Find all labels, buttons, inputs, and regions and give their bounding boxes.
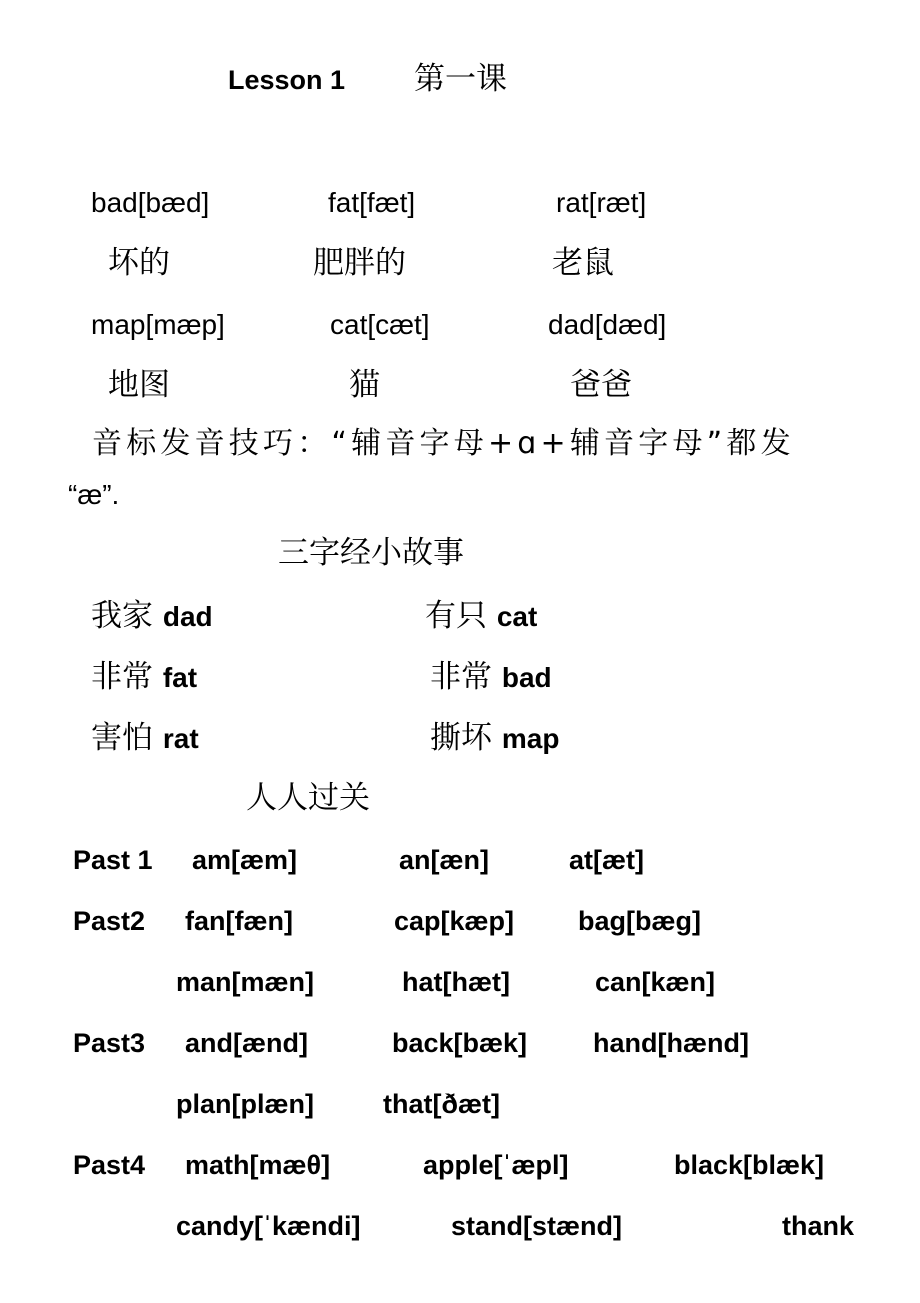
- vocab-word: map[mæp]: [91, 309, 225, 340]
- pass-word: man[mæn]: [176, 967, 315, 997]
- pass-word: hand[hænd]: [593, 1028, 749, 1058]
- vocab-meaning: 肥胖的: [313, 245, 406, 281]
- vocab-meaning: 爸爸: [570, 367, 632, 403]
- lesson-title: Lesson 1: [228, 65, 346, 95]
- vocab-meaning: 猫: [349, 367, 380, 403]
- pass-word: bag[bæg]: [578, 906, 701, 936]
- story-line: [425, 598, 538, 634]
- story-line-chinese: 害怕: [91, 720, 153, 756]
- pass-label: Past2: [73, 906, 146, 936]
- story-line-word: cat: [496, 601, 538, 632]
- pass-word: plan[plæn]: [176, 1089, 314, 1119]
- story-line-word: rat: [162, 723, 199, 754]
- pass-word: cap[kæp]: [394, 906, 515, 936]
- pass-label: Past4: [73, 1150, 146, 1180]
- story-line-chinese: 非常: [91, 659, 153, 695]
- pass-word: hat[hæt]: [402, 967, 510, 997]
- vocab-word: cat[cæt]: [330, 309, 430, 340]
- pass-word: thank: [782, 1211, 855, 1241]
- vocab-word: dad[dæd]: [548, 309, 667, 340]
- story-line: [91, 659, 198, 695]
- pronunciation-tip-continued: “æ”.: [68, 479, 120, 510]
- story-line-chinese: 撕坏: [430, 720, 492, 756]
- pronunciation-tip: 音标发音技巧：“辅音字母+ɑ+辅音字母”都发: [92, 426, 795, 461]
- vocab-word: fat[fæt]: [328, 187, 416, 218]
- story-line: [91, 598, 213, 634]
- pass-word: can[kæn]: [595, 967, 716, 997]
- vocab-word: bad[bæd]: [91, 187, 210, 218]
- story-line-chinese: 有只: [425, 598, 487, 634]
- pass-word: fan[fæn]: [185, 906, 293, 936]
- pass-word: black[blæk]: [674, 1150, 825, 1180]
- story-line-word: map: [501, 723, 560, 754]
- story-line-word: dad: [162, 601, 213, 632]
- story-title: 三字经小故事: [278, 535, 464, 571]
- pass-word: apple[ˈæpl]: [423, 1150, 569, 1180]
- pass-word: and[ænd]: [185, 1028, 308, 1058]
- pass-label: Past3: [73, 1028, 146, 1058]
- vocab-meaning: 坏的: [108, 245, 170, 281]
- pass-word: an[æn]: [399, 845, 489, 875]
- pass-word: math[mæθ]: [185, 1150, 331, 1180]
- pass-label: Past 1: [73, 845, 153, 875]
- pass-word: that[ðæt]: [383, 1089, 500, 1119]
- vocab-meaning: 老鼠: [552, 245, 614, 281]
- lesson-title-chinese: 第一课: [414, 61, 507, 97]
- story-line-chinese: 我家: [91, 598, 153, 634]
- story-line: [91, 720, 199, 756]
- story-line-word: bad: [501, 662, 552, 693]
- vocab-meaning: 地图: [108, 367, 170, 403]
- pass-word: stand[stænd]: [451, 1211, 622, 1241]
- pass-word: candy[ˈkændi]: [176, 1211, 361, 1241]
- story-line: [430, 659, 552, 695]
- story-line: [430, 720, 560, 756]
- pass-section-title: 人人过关: [246, 780, 370, 816]
- pass-word: back[bæk]: [392, 1028, 528, 1058]
- story-line-chinese: 非常: [430, 659, 492, 695]
- pass-word: am[æm]: [192, 845, 298, 875]
- vocab-word: rat[ræt]: [556, 187, 647, 218]
- story-line-word: fat: [162, 662, 198, 693]
- pass-word: at[æt]: [569, 845, 644, 875]
